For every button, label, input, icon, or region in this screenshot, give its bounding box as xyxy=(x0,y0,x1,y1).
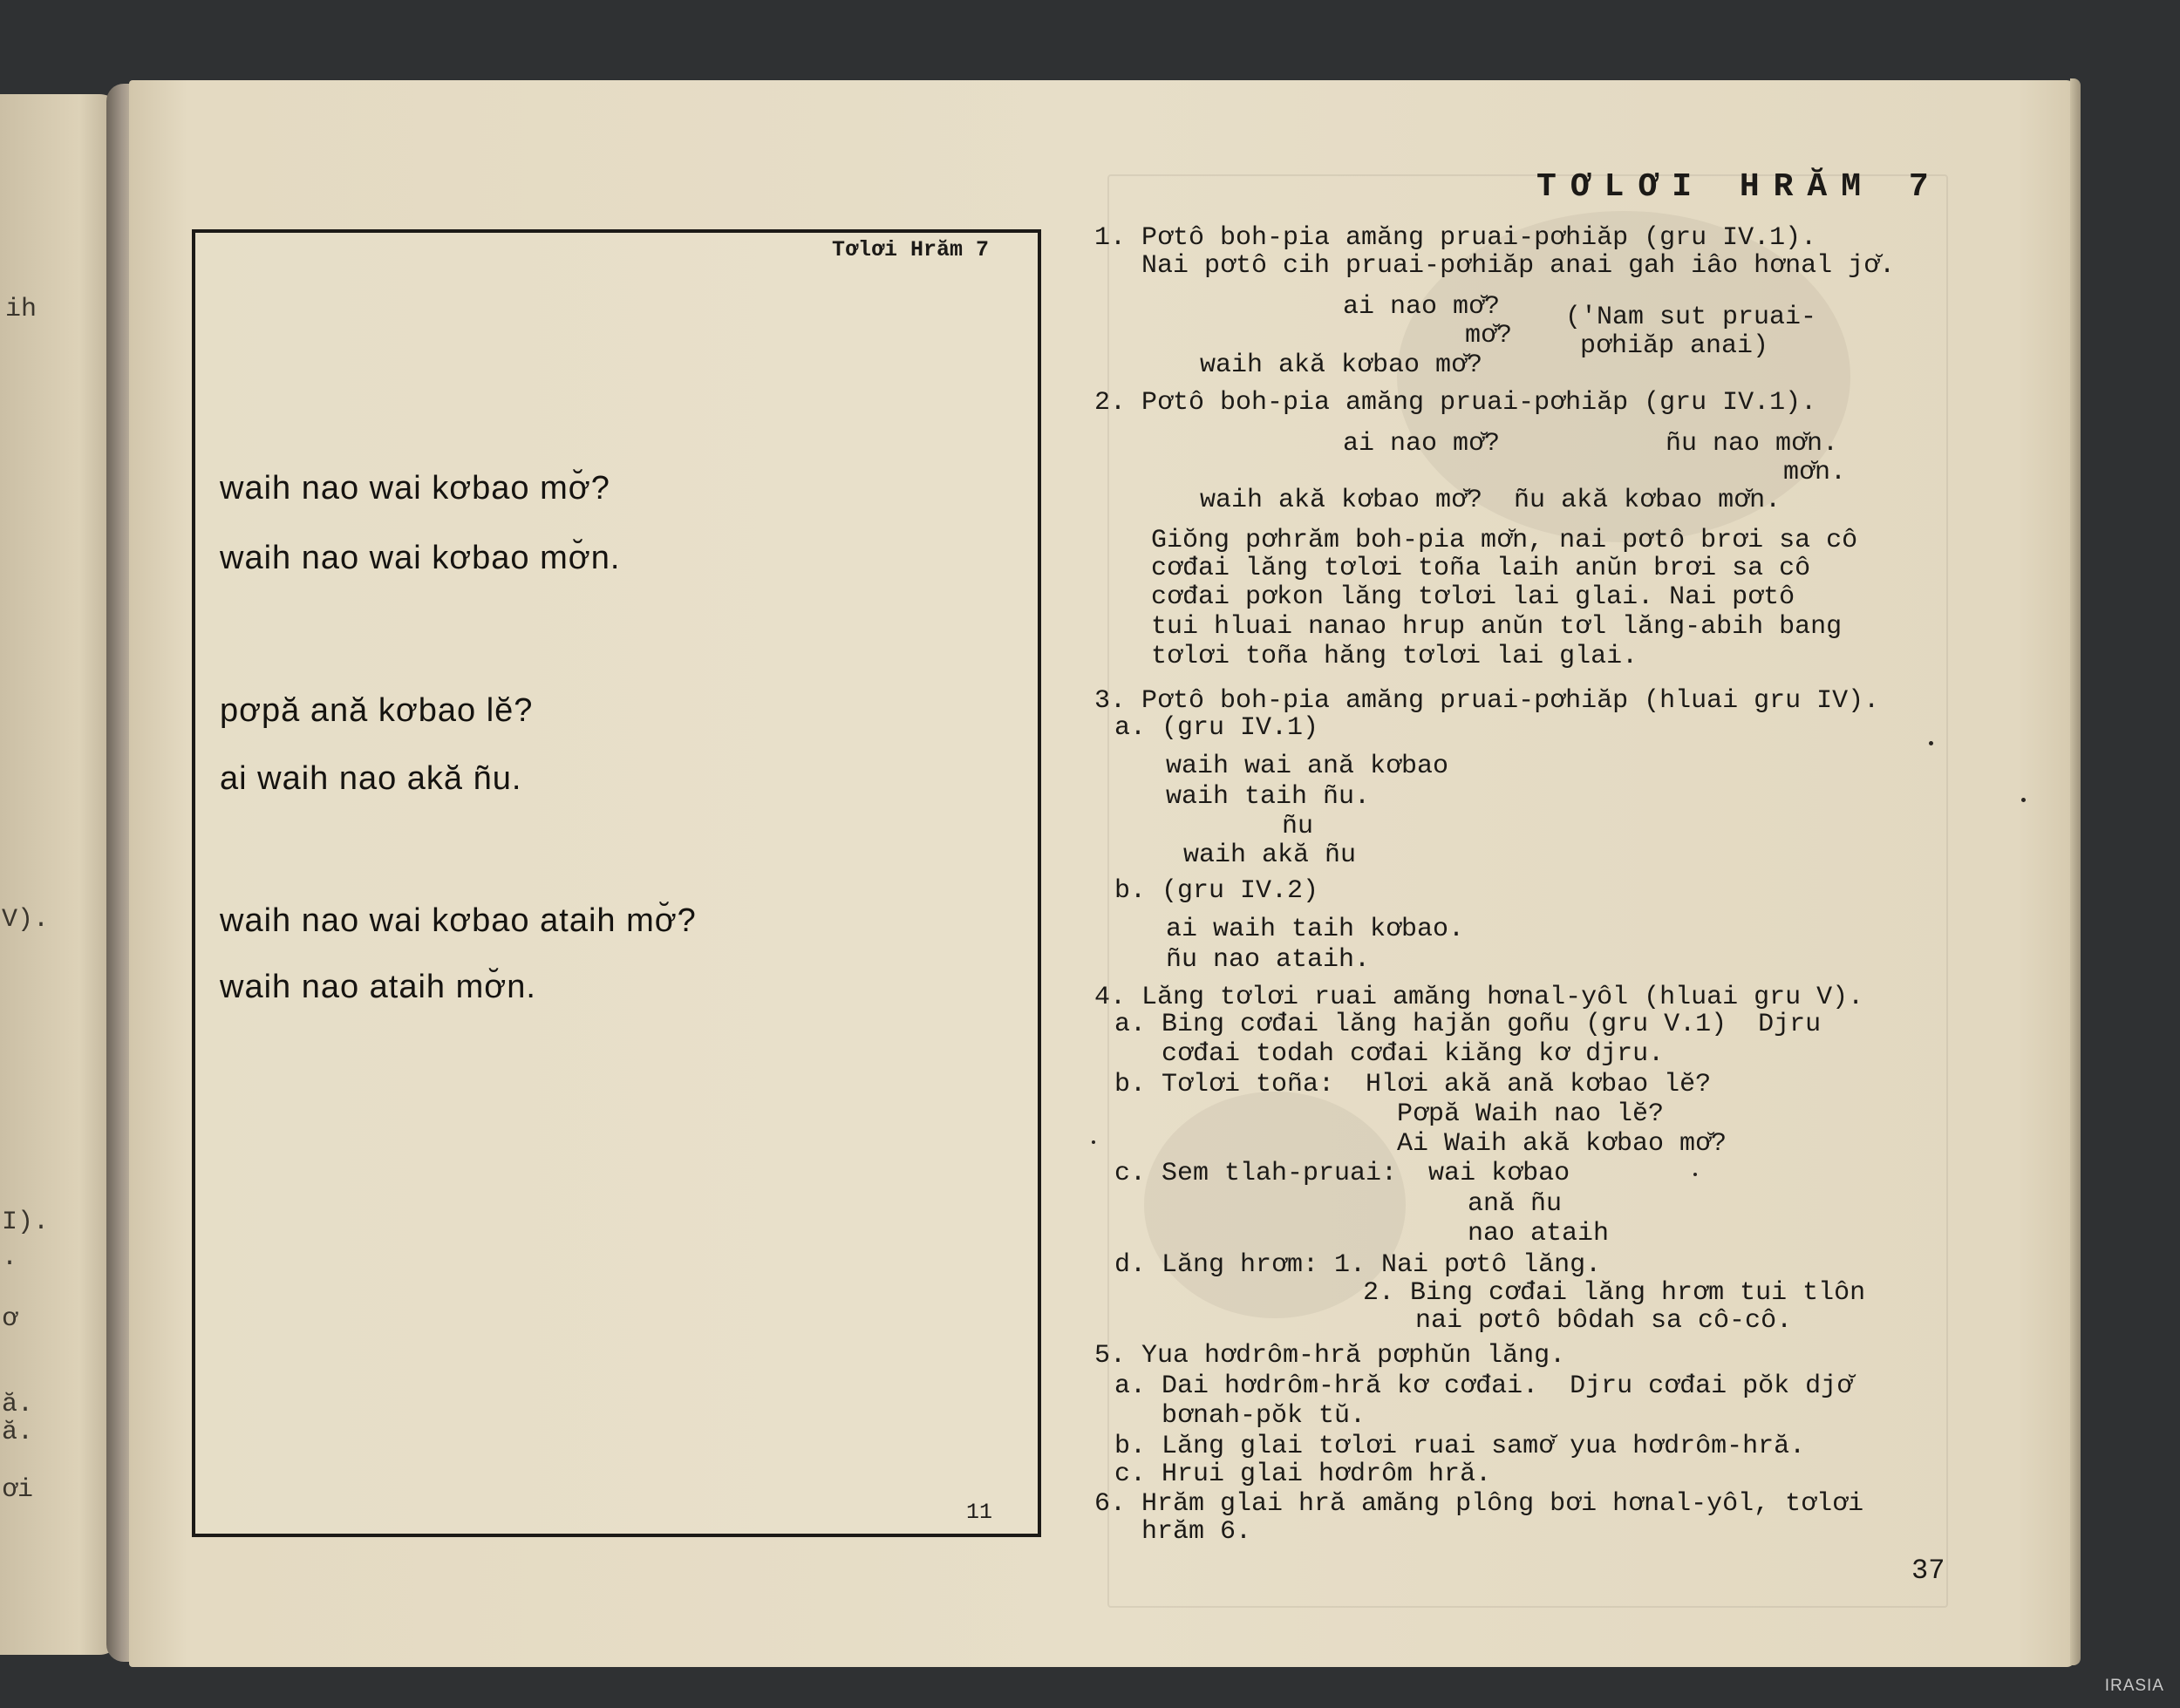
content-line: waih taih ñu. xyxy=(1166,782,1371,812)
content-line: cơđai todah cơđai kiăng kơ djru. xyxy=(1114,1039,1665,1069)
watermark: IRASIA xyxy=(2104,1677,2164,1695)
content-line: Pơpă Waih nao lĕ? xyxy=(1397,1099,1665,1129)
content-line: ñu xyxy=(1282,812,1314,841)
content-line: waih akă kơbao mơ̆? ñu akă kơbao mơ̆n. xyxy=(1200,486,1781,515)
content-line: a. Bing cơđai lăng hajăn goñu (gru V.1) Djru xyxy=(1114,1010,1822,1039)
content-line: 4. Lăng tơlơi ruai amăng hơnal-yôl (hluai gru V). xyxy=(1094,983,1864,1012)
content-line: ai nao mơ̆? xyxy=(1343,292,1501,322)
content-line: mơ̆? xyxy=(1465,321,1513,350)
content-line: 6. Hrăm glai hră amăng plông bơi hơnal-yôl, tơlơi xyxy=(1094,1489,1864,1519)
content-line: ñu nao ataih. xyxy=(1166,945,1371,975)
ink-speck xyxy=(1929,741,1933,745)
content-line: ñu nao mơ̆n. xyxy=(1666,429,1839,459)
content-line: nao ataih xyxy=(1468,1219,1610,1249)
left-page-fragment: ă. xyxy=(2,1418,34,1447)
panel-line: waih nao wai kơbao ataih mơ̆? xyxy=(220,902,697,939)
content-line: waih wai ană kơbao xyxy=(1166,752,1449,781)
left-page-fragment: ih xyxy=(5,295,37,324)
content-line: b. Tơlơi toña: Hlơi akă ană kơbao lĕ? xyxy=(1114,1070,1712,1099)
left-page-edge xyxy=(0,94,122,1655)
panel-line: ai waih nao akă ñu. xyxy=(220,760,522,797)
page-edge-shadow xyxy=(2070,78,2081,1665)
content-line: ('Nam sut pruai- xyxy=(1565,303,1817,332)
content-line: b. Lăng glai tơlơi ruai samơ̆ yua hơdrôm-hră. xyxy=(1114,1432,1806,1461)
content-line: d. Lăng hrơm: 1. Nai pơtô lăng. xyxy=(1114,1250,1602,1280)
left-page-fragment: ă. xyxy=(2,1390,34,1419)
left-page-fragment: ơi xyxy=(2,1475,34,1505)
content-line: cơđai lăng tơlơi toña laih anŭn brơi sa cô xyxy=(1151,554,1811,583)
content-line: tui hluai nanao hrup anŭn tơl lăng-abih bang xyxy=(1151,612,1843,642)
panel-line: waih nao ataih mơ̆n. xyxy=(220,969,536,1005)
lesson-panel xyxy=(192,229,1041,1537)
content-line: 1. Pơtô boh-pia amăng pruai-pơhiăp (gru IV.1). xyxy=(1094,223,1817,253)
content-line: mơ̆n. xyxy=(1783,458,1847,487)
content-line: 3. Pơtô boh-pia amăng pruai-pơhiăp (hluai gru IV). xyxy=(1094,686,1880,716)
content-line: waih akă kơbao mơ̆? xyxy=(1200,350,1483,380)
content-line: a. Dai hơdrôm-hră kơ cơđai. Djru cơđai pŏk djơ̆ xyxy=(1114,1371,1853,1401)
content-line: 5. Yua hơdrôm-hră pơphŭn lăng. xyxy=(1094,1341,1566,1371)
page-number: 37 xyxy=(1911,1555,1945,1587)
content-line: 2. Pơtô boh-pia amăng pruai-pơhiăp (gru IV.1). xyxy=(1094,388,1817,418)
content-line: Ai Waih akă kơbao mơ̆? xyxy=(1397,1129,1727,1159)
content-line: hrăm 6. xyxy=(1094,1517,1252,1547)
content-line: c. Sem tlah-pruai: wai kơbao xyxy=(1114,1159,1570,1188)
content-line: c. Hrui glai hơdrôm hră. xyxy=(1114,1460,1492,1489)
content-line: nai pơtô bôdah sa cô-cô. xyxy=(1415,1306,1793,1336)
content-line: b. (gru IV.2) xyxy=(1114,876,1319,906)
content-line: ai waih taih kơbao. xyxy=(1166,915,1465,944)
ink-speck xyxy=(1092,1140,1095,1144)
content-line: ai nao mơ̆? xyxy=(1343,429,1501,459)
panel-line: pơpă ană kơbao lĕ? xyxy=(220,692,534,729)
content-line: Giŏng pơhrăm boh-pia mơ̆n, nai pơtô brơi sa cô xyxy=(1151,526,1858,555)
panel-line: waih nao wai kơbao mơ̆? xyxy=(220,470,610,507)
content-line: cơđai pơkon lăng tơlơi lai glai. Nai pơtô xyxy=(1151,582,1795,612)
left-page-fragment: ơ xyxy=(2,1304,18,1334)
left-page-fragment: . xyxy=(2,1243,18,1273)
running-header: TƠLƠI HRĂM 7 xyxy=(1536,168,1943,206)
content-line: 2. Bing cơđai lăng hrơm tui tlôn xyxy=(1363,1278,1866,1308)
ink-speck xyxy=(1693,1173,1697,1176)
left-page-fragment: V). xyxy=(2,905,50,935)
content-line: waih akă ñu xyxy=(1183,840,1357,870)
content-line: bơnah-pŏk tŭ. xyxy=(1114,1401,1366,1431)
panel-line: waih nao wai kơbao mơ̆n. xyxy=(220,540,621,576)
content-line: a. (gru IV.1) xyxy=(1114,713,1319,743)
panel-header: Tơlơi Hrăm 7 xyxy=(831,237,989,262)
content-line: Nai pơtô cih pruai-pơhiăp anai gah iâo hơnal jơ̆. xyxy=(1094,251,1896,281)
ink-speck xyxy=(2021,798,2026,802)
content-line: ană ñu xyxy=(1468,1189,1563,1219)
content-line: pơhiăp anai) xyxy=(1580,331,1769,361)
content-line: tơlơi toña hăng tơlơi lai glai. xyxy=(1151,642,1638,671)
left-page-fragment: I). xyxy=(2,1208,50,1237)
panel-page-number: 11 xyxy=(965,1500,992,1525)
